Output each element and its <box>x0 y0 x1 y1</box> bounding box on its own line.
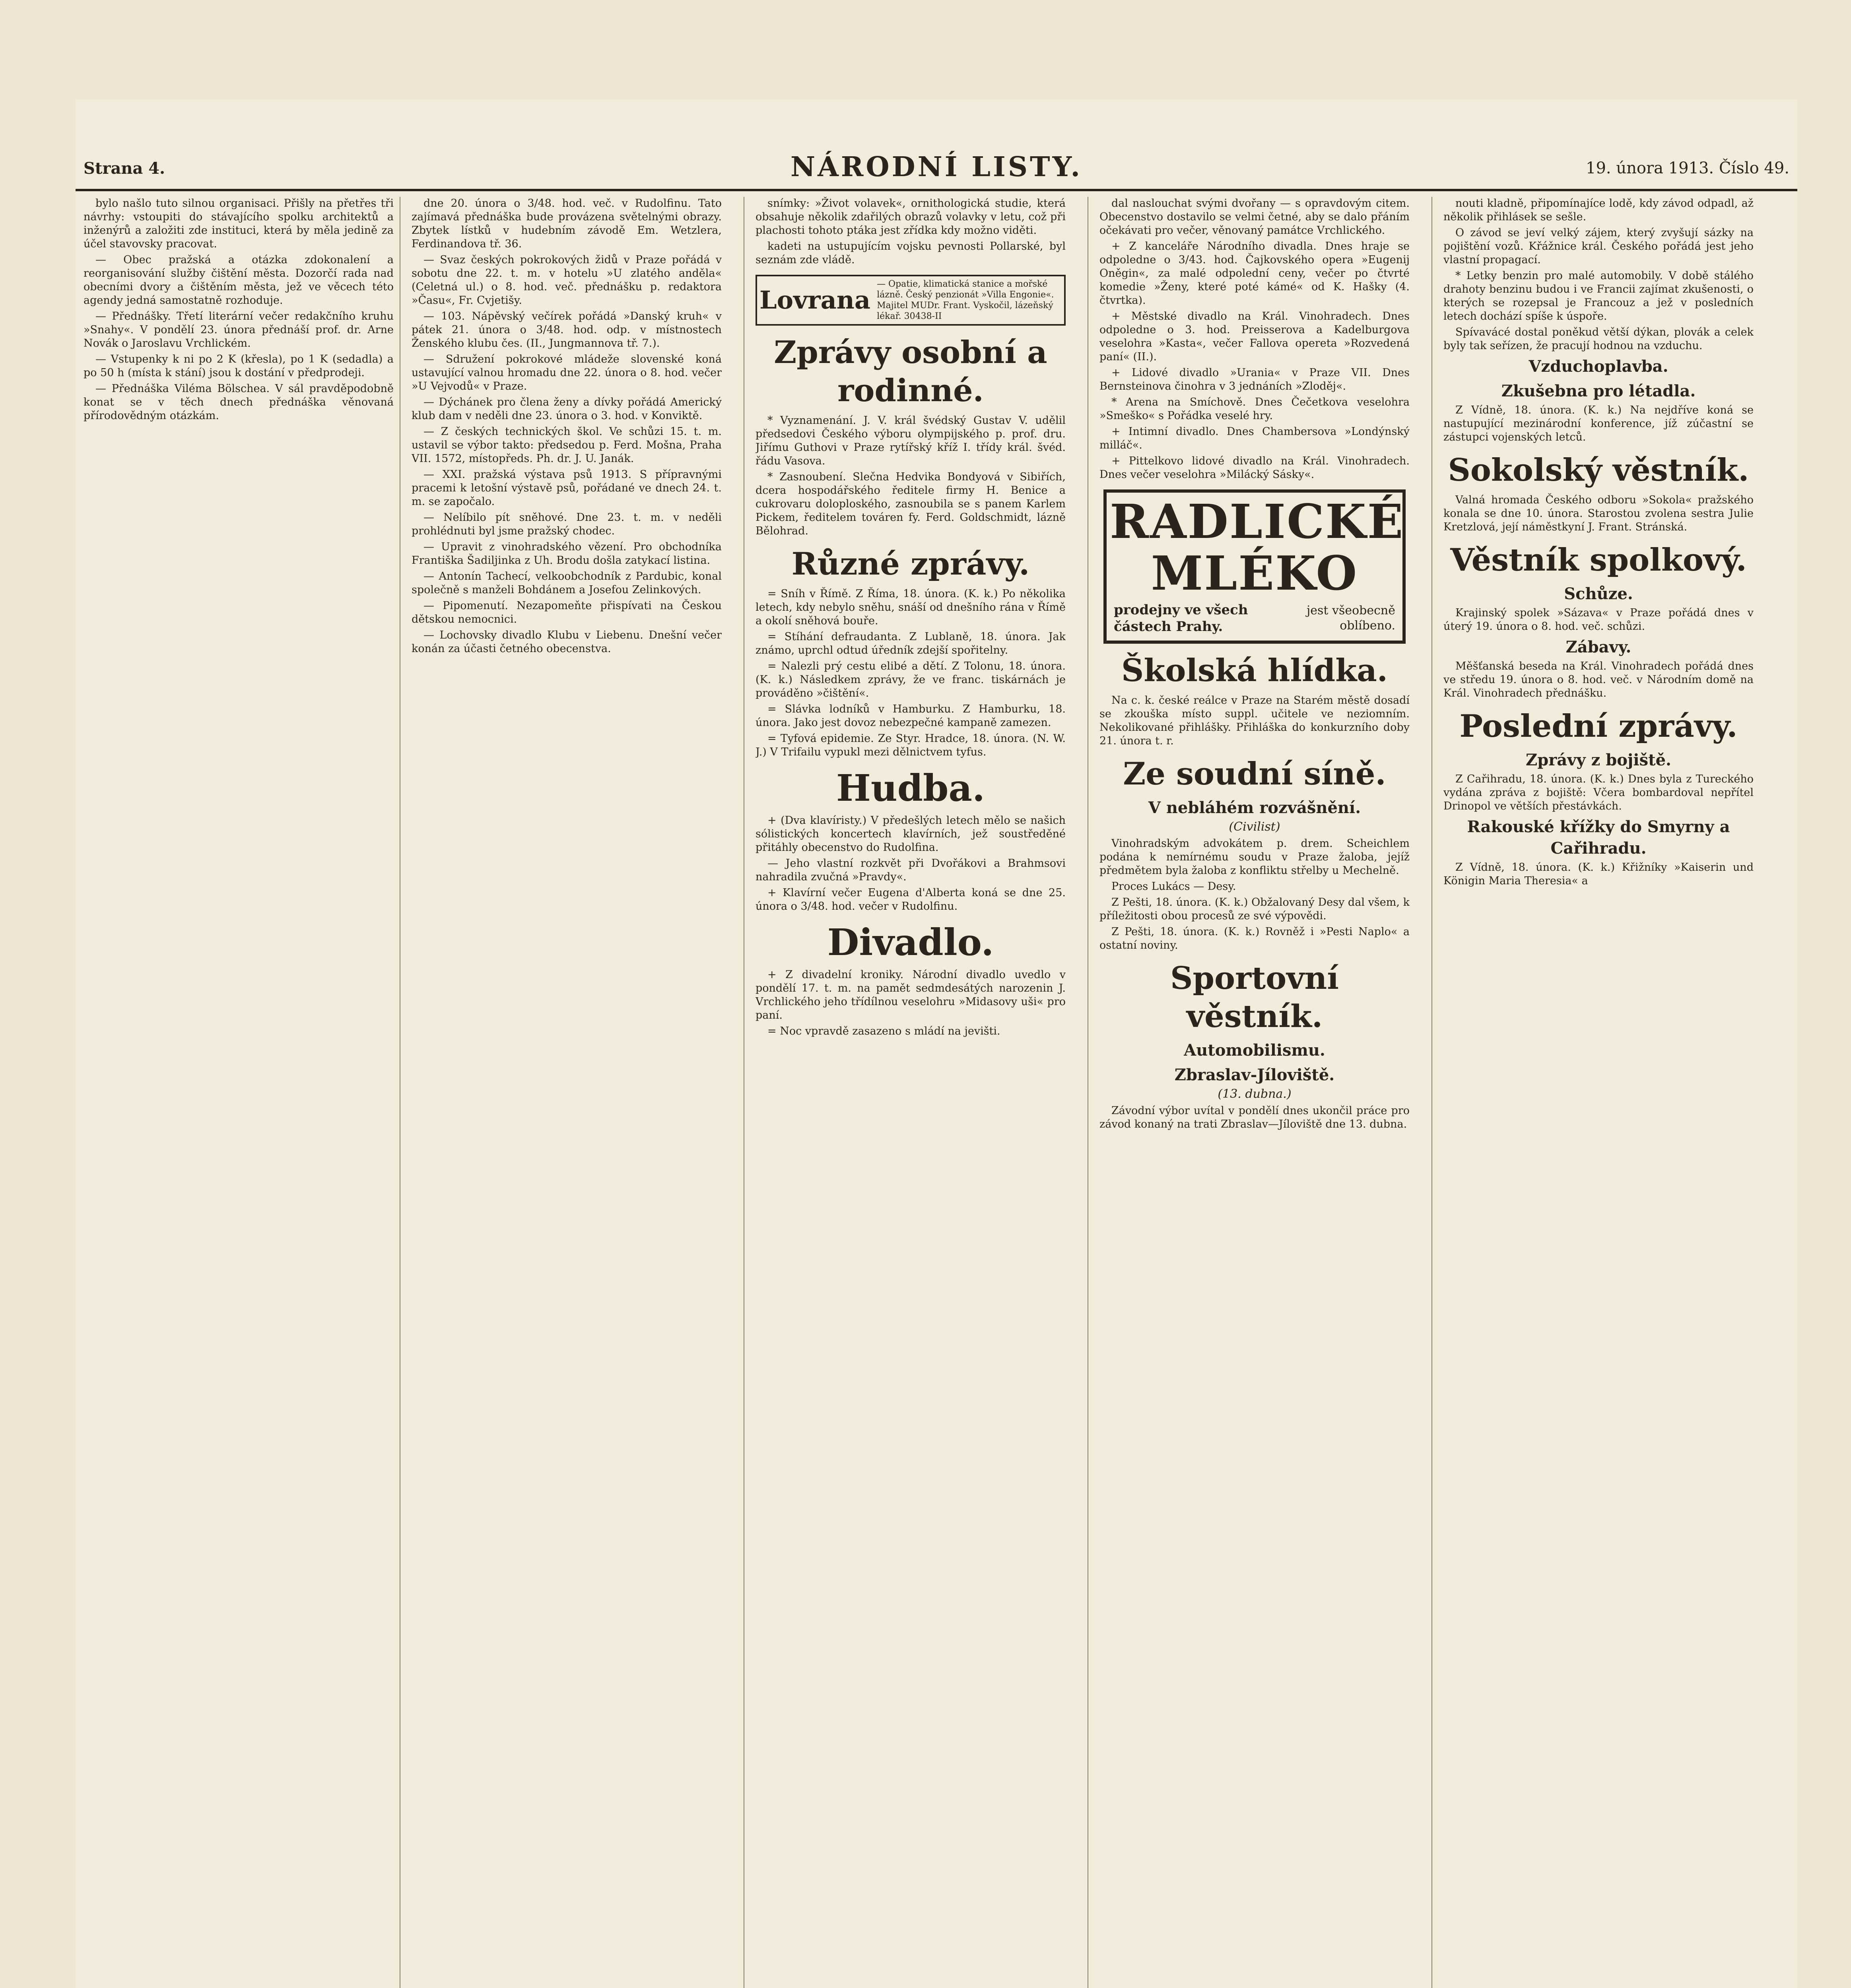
article-paragraph: = Noc vpravdě zasazeno s mládí na jevišti. <box>767 1025 1000 1037</box>
subsection-title: V nebláhém rozvášnění. <box>1148 798 1361 817</box>
subsection-note: (Civilist) <box>1229 820 1280 834</box>
issue-date: 19. února 1913. Číslo 49. <box>1586 159 1789 177</box>
lovrana-ad <box>756 275 1066 326</box>
columns <box>76 197 1797 1988</box>
subsection-title: Zprávy z bojiště. <box>1526 751 1671 769</box>
article-paragraph: — Lochovsky divadlo Klubu v Liebenu. Dnešní večer konán za účasti četného obecenstva. <box>412 629 722 655</box>
section-title-vzduchoplavba: Vzduchoplavba. <box>1529 357 1668 376</box>
article-paragraph: — Nelíbilo pít sněhové. Dne 23. t. m. v neděli prohlédnuti byl jsme pražský chodec. <box>412 511 722 537</box>
subsection-title: Schůze. <box>1564 584 1633 603</box>
column-3 <box>756 197 1066 1988</box>
article-paragraph: = Nalezli prý cestu elibé a dětí. Z Tolonu, 18. února. (K. k.) Následkem zprávy, že ve franc. tiskárnách je prováděno »čištění«. <box>756 660 1066 699</box>
article-paragraph: + Klavírní večer Eugena d'Alberta koná se dne 25. února o 3/48. hod. večer v Rudolfinu. <box>756 887 1066 912</box>
section-title-posledni: Poslední zprávy. <box>1459 708 1738 744</box>
section-title-ruzne: Různé zprávy. <box>791 546 1030 582</box>
header-rule <box>76 189 1797 191</box>
section-title-spolky: Věstník spolkový. <box>1450 542 1747 578</box>
article-paragraph: Z Vídně, 18. února. (K. k.) Na nejdříve koná se nastupující mezinárodní konference, jíž zúčastní se zástupci vojenských letců. <box>1443 404 1754 443</box>
article-paragraph: Krajinský spolek »Sázava« v Praze pořádá dnes v úterý 19. února o 8. hod. več. schůzi. <box>1443 607 1754 633</box>
lovrana-ad-text: — Opatie, klimatická stanice a mořské lázně. Český penzionát »Villa Engonie«. Majitel MUDr. Frant. Vyskočil, lázeňský lékař. 30438-II <box>877 279 1054 321</box>
masthead: NÁRODNÍ LISTY. <box>790 151 1083 183</box>
article-paragraph: dal naslouchat svými dvořany — s opravdovým citem. Obecenstvo dostavilo se velmi četné, aby se dalo přáním očekávati pro večer, věnovaný památce Vrchlického. <box>1099 197 1410 237</box>
section-title-sport: Sportovní věstník. <box>1170 960 1339 1035</box>
article-paragraph: Z Cařihradu, 18. února. (K. k.) Dnes byla z Tureckého vydána zpráva z bojiště: Včera bombardoval nepřítel Drinopol ve větších přestávkách. <box>1443 773 1754 812</box>
radlicke-ad-left: prodejny ve všech částech Prahy. <box>1114 602 1248 635</box>
article-paragraph: Valná hromada Českého odboru »Sokola« pražského konala se dne 10. února. Starostou zvolena sestra Julie Kretzlová, její náměstkyní J. Frant. Stránská. <box>1443 494 1754 533</box>
article-paragraph: — Dýchánek pro člena ženy a dívky pořádá Americký klub dam v neděli dne 23. února o 3. hod. v Konviktě. <box>412 396 722 422</box>
article-paragraph: — Upravit z vinohradského vězení. Pro obchodníka Františka Šadiljinka z Uh. Brodu došla zatykací listina. <box>412 541 722 567</box>
subsection-title: Zkušebna pro létadla. <box>1501 382 1696 400</box>
column-1 <box>84 197 394 1988</box>
article-paragraph: + Intimní divadlo. Dnes Chambersova »Londýnský milláč«. <box>1099 425 1410 451</box>
section-title-divadlo: Divadlo. <box>827 921 994 964</box>
article-paragraph: + Z kanceláře Národního divadla. Dnes hraje se odpoledne o 3/43. hod. Čajkovského opera »Eugenij Oněgin«, za malé odpolední ceny, večer po čtvrté komedie »Ženy, které poté kámé« od K. Hašky (4. čtvrtka). <box>1099 240 1410 307</box>
article-paragraph: * Arena na Smíchově. Dnes Čečetkova veselohra »Smeško« s Pořádka veselé hry. <box>1099 396 1410 422</box>
radlicke-ad-title: RADLICKÉ MLÉKO <box>1110 494 1404 601</box>
article-paragraph: — Obec pražská a otázka zdokonalení a reorganisování služby čištění města. Dozorčí rada nad obecními dvory a čištěním města, jež ve věcech této agendy jedná samostatně rozhoduje. <box>84 254 394 307</box>
article-paragraph: * Zasnoubení. Slečna Hedvika Bondyová v Sibiřích, dcera hospodářského ředitele firmy H. Benice a cukrovaru doloploského, zasnoubila se s panem Karlem Pickem, ředitelem továren fy. Ferd. Goldschmidt, lázně Bělohrad. <box>756 471 1066 537</box>
article-paragraph: Měšťanská beseda na Král. Vinohradech pořádá dnes ve středu 19. února o 8. hod. več. v Národním domě na Král. Vinohradech přednášku. <box>1443 660 1754 699</box>
article-paragraph: Na c. k. české reálce v Praze na Starém městě dosadí se zkouška místo suppl. učitele ve neziomním. Nekolikované přihlášky. Přihláška do konkurzního doby 21. února t. r. <box>1099 694 1410 747</box>
section-title-sokol: Sokolský věstník. <box>1448 452 1749 488</box>
article-paragraph: * Letky benzin pro malé automobily. V době stálého drahoty benzinu budou i ve Francii zajímat zkušenosti, o kterých se rozepsal je Francouz a jež v posledních letech dochází spíše k úspoře. <box>1443 270 1754 322</box>
article-paragraph: Z Pešti, 18. února. (K. k.) Obžalovaný Desy dal všem, k příležitosti obou procesů ze své výpovědi. <box>1099 896 1410 922</box>
article-paragraph: — Přednáška Viléma Bölschea. V sál pravděpodobně konat se v těch dnech přednáška věnovaná přírodovědným otázkám. <box>84 382 394 422</box>
section-title-zpravy: Zprávy osobní a rodinné. <box>774 334 1047 409</box>
subsection-title: Rakouské křížky do Smyrny a Cařihradu. <box>1467 817 1730 858</box>
section-title-hudba: Hudba. <box>836 767 985 810</box>
article-paragraph: Spívavácé dostal poněkud větší dýkan, plovák a celek byly tak seřízen, že pracují hodnou na vzduchu. <box>1443 326 1754 352</box>
column-2 <box>412 197 722 1988</box>
article-paragraph: + (Dva klavíristy.) V předešlých letech mělo se našich sólistických koncertech klavírních, jež soustředěné přitáhly obecenstvo do Rudolfina. <box>756 814 1066 854</box>
article-paragraph: — Antonín Tachecí, velkoobchodník z Pardubic, konal společně s manželi Bohdánem a Josefou Zelinkových. <box>412 570 722 596</box>
newspaper-page <box>76 99 1797 1988</box>
article-paragraph: Závodní výbor uvítal v pondělí dnes ukončil práce pro závod konaný na trati Zbraslav—Jíloviště dne 13. dubna. <box>1099 1105 1410 1130</box>
subsection-title: Automobilismu. <box>1184 1041 1325 1060</box>
radlicke-ad-right: jest všeobecně oblíbeno. <box>1306 604 1395 633</box>
article-paragraph: = Sníh v Římě. Z Říma, 18. února. (K. k.) Po několika letech, kdy nebylo sněhu, snáší od dnešního rána v Římě a okolí sněhová bouře. <box>756 588 1066 627</box>
article-paragraph: = Tyfová epidemie. Ze Styr. Hradce, 18. února. (N. W. J.) V Trifailu vypukl mezi dělnictvem tyfus. <box>756 732 1066 758</box>
column-divider <box>1431 197 1432 1988</box>
article-paragraph: Z Vídně, 18. února. (K. k.) Křižníky »Kaiserin und Königin Maria Theresia« a <box>1443 861 1754 887</box>
article-paragraph: O závod se jeví velký zájem, který zvyšují sázky na pojištění vozů. Křážnice král. Českého pořádá jest jeho vlastní propagací. <box>1443 227 1754 266</box>
article-paragraph: — XXI. pražská výstava psů 1913. S přípravnými pracemi k letošní výstavě psů, pořádané ve dnech 24. t. m. se započalo. <box>412 468 722 508</box>
section-title-soud: Ze soudní síně. <box>1123 756 1386 792</box>
subsection-title: Zbraslav-Jíloviště. <box>1174 1066 1335 1084</box>
article-paragraph: kadeti na ustupujícím vojsku pevnosti Pollarské, byl seznám zde vládě. <box>756 240 1066 266</box>
article-paragraph: — Vstupenky k ni po 2 K (křesla), po 1 K (sedadla) a po 50 h (místa k stání) jsou k dostání v předprodeji. <box>84 353 394 379</box>
article-paragraph: + Pittelkovo lidové divadlo na Král. Vinohradech. Dnes večer veselohra »Milácký Sásky«. <box>1099 455 1410 481</box>
article-paragraph: — 103. Nápěvský večírek pořádá »Danský kruh« v pátek 21. února o 3/48. hod. odp. v místnostech Ženského klubu čes. (II., Jungmannova tř. 7.). <box>412 310 722 349</box>
article-paragraph: Z Pešti, 18. února. (K. k.) Rovněž i »Pesti Naplo« a ostatní noviny. <box>1099 926 1410 951</box>
article-paragraph: — Přednášky. Třetí literární večer redakčního kruhu »Snahy«. V pondělí 23. února přednáší prof. dr. Arne Novák o Jaroslavu Vrchlickém. <box>84 310 394 349</box>
column-5 <box>1443 197 1754 1988</box>
article-paragraph: Proces Lukács — Desy. <box>1111 880 1236 893</box>
article-paragraph: snímky: »Život volavek«, ornithologická studie, která obsahuje několik zdařilých obrazů volavky v letu, což při plachosti tohoto ptáka jest zřídka kdy možno viděti. <box>756 197 1066 237</box>
subsection-note: (13. dubna.) <box>1218 1087 1292 1101</box>
page-header <box>76 151 1797 187</box>
article-paragraph: dne 20. února o 3/48. hod. več. v Rudolfinu. Tato zajímavá přednáška bude provázena světelnými obrazy. Zbytek lístků v hudebním závodě Em. Wetzlera, Ferdinandova tř. 36. <box>412 197 722 250</box>
article-paragraph: — Jeho vlastní rozkvět při Dvořákovi a Brahmsovi nahradila zvučná »Pravdy«. <box>756 857 1066 883</box>
article-paragraph: + Lidové divadlo »Urania« v Praze VII. Dnes Bernsteinova činohra v 3 jednáních »Zloděj«. <box>1099 367 1410 392</box>
article-paragraph: + Z divadelní kroniky. Národní divadlo uvedlo v pondělí 17. t. m. na pamět sedmdesátých narozenin J. Vrchlického jeho třídílnou veselohru »Midasovy uši« pro paní. <box>756 969 1066 1021</box>
radlicke-ad-row <box>1110 599 1399 637</box>
article-paragraph: * Vyznamenání. J. V. král švédský Gustav V. udělil předsedovi Českého výboru olympijského p. prof. dru. Jiřímu Guthovi v Praze rytířský kříž I. třídy král. švéd. řádu Vasova. <box>756 414 1066 467</box>
article-paragraph: Vinohradským advokátem p. drem. Scheichlem podána k nemírnému soudu v Praze žaloba, jejíž předmětem byla žaloba z konfliktu střelby u Mechelně. <box>1099 837 1410 877</box>
radlicke-mleko-ad <box>1103 489 1406 644</box>
article-paragraph: + Městské divadlo na Král. Vinohradech. Dnes odpoledne o 3. hod. Preisserova a Kadelburgova veselohra »Kasta«, večer Fallova opereta »Rozvedená paní« (II.). <box>1099 310 1410 363</box>
article-paragraph: — Z českých technických škol. Ve schůzi 15. t. m. ustavil se výbor takto: předsedou p. Ferd. Mošna, Praha VII. 1572, místopředs. Ph. dr. J. U. Janák. <box>412 425 722 465</box>
article-paragraph: = Slávka lodníků v Hamburku. Z Hamburku, 18. února. Jako jest dovoz nebezpečné kampaně zamezen. <box>756 703 1066 729</box>
page-number: Strana 4. <box>84 159 165 178</box>
article-paragraph: nouti kladně, připomínajíce lodě, kdy závod odpadl, až několik přihlásek se sešle. <box>1443 197 1754 223</box>
article-paragraph: — Pipomenutí. Nezapomeňte přispívati na Českou dětskou nemocnici. <box>412 600 722 625</box>
article-paragraph: bylo našlo tuto silnou organisaci. Přišly na přetřes tři návrhy: vstoupiti do stávajícího spolku architektů a inženýrů a založiti zde instituci, která by měla jedině za účel stavovsky pracovat. <box>84 197 394 250</box>
section-title-skolska: Školská hlídka. <box>1121 652 1388 689</box>
article-paragraph: = Stíhání defraudanta. Z Lublaně, 18. února. Jak známo, uprchl odtud úředník zdejší spořitelny. <box>756 631 1066 656</box>
lovrana-ad-title: Lovrana <box>759 285 871 315</box>
article-paragraph: — Svaz českých pokrokových židů v Praze pořádá v sobotu dne 22. t. m. v hotelu »U zlatého anděla« (Celetná ul.) o 8. hod. več. přednášku p. redaktora »Času«, Fr. Cvjetišy. <box>412 254 722 307</box>
article-paragraph: — Sdružení pokrokové mládeže slovenské koná ustavující valnou hromadu dne 22. února o 8. hod. večer »U Vejvodů« v Praze. <box>412 353 722 392</box>
subsection-title: Zábavy. <box>1565 638 1632 656</box>
column-4 <box>1099 197 1410 1988</box>
